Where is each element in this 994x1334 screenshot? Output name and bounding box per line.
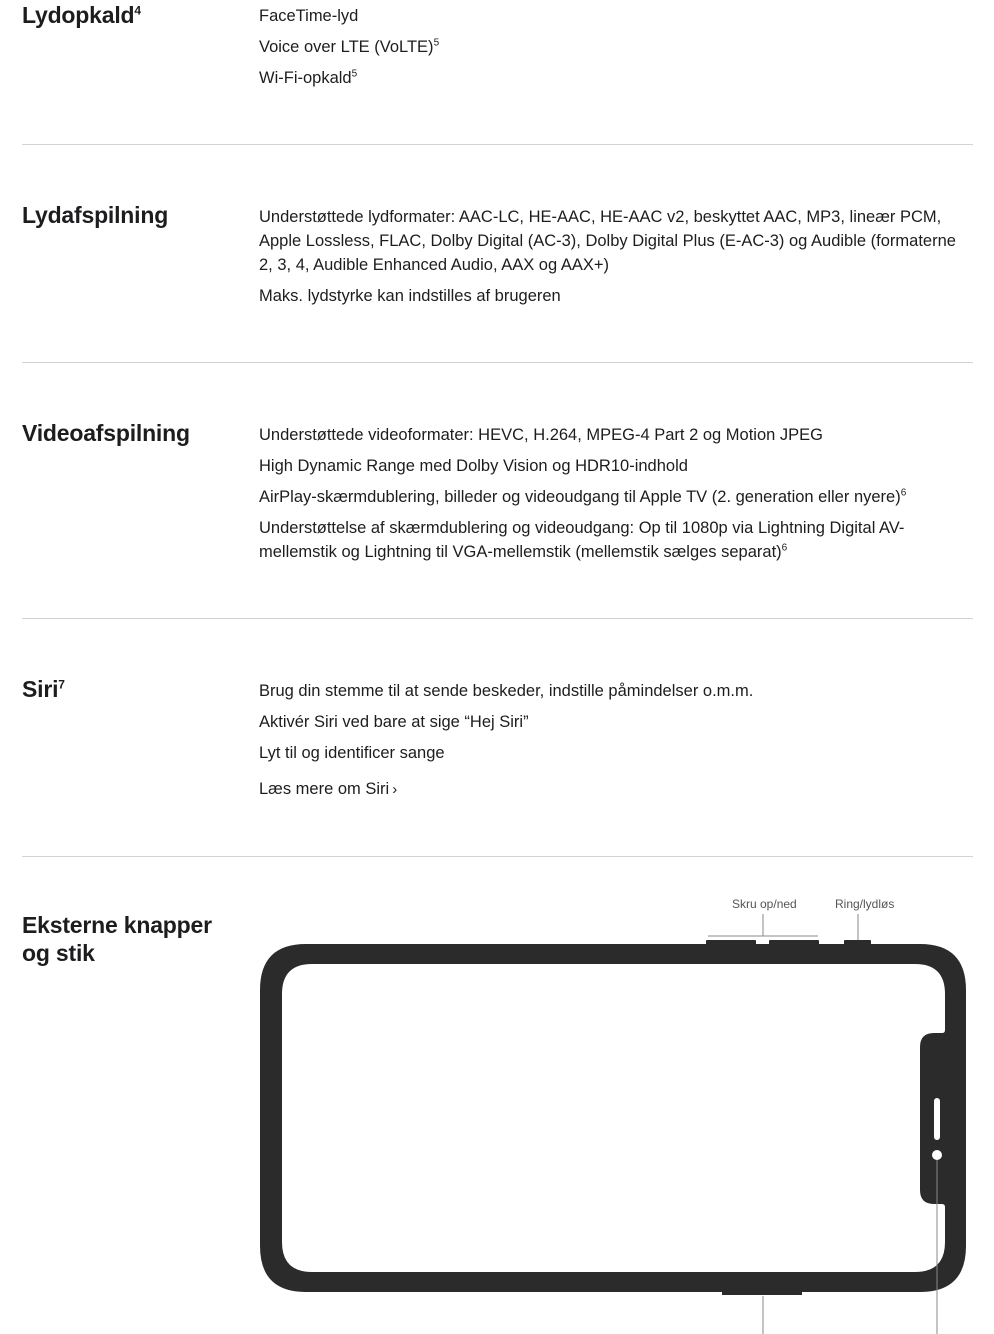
heading-text: Lydopkald: [22, 2, 135, 28]
footnote-marker[interactable]: 7: [58, 677, 65, 692]
item-text: High Dynamic Range med Dolby Vision og HDR10-indhold: [259, 457, 688, 475]
callout-ring-label: Ring/lydløs: [835, 897, 895, 911]
item-text: Wi-Fi-opkald: [259, 69, 352, 87]
heading-text: Siri: [22, 676, 59, 702]
item-text: Understøttede lydformater: AAC-LC, HE-AAC, HE-AAC v2, beskyttet AAC, MP3, lineær PCM, Apple Lossless, FLAC, Dolby Digital (AC-3), Dolby Digital Plus (E-AC-3) og Audible (formaterne 2, 3, 4, Audible Enhanced Audio, AAX og AAX+): [259, 208, 956, 274]
chevron-right-icon: ›: [392, 781, 398, 798]
callout-volume-label: Skru op/ned: [732, 897, 797, 911]
side-indicator-dot: [932, 1150, 942, 1160]
item-text: Brug din stemme til at sende beskeder, indstille påmindelser o.m.m.: [259, 682, 754, 700]
item-text: Maks. lydstyrke kan indstilles af brugeren: [259, 287, 561, 305]
item-text: AirPlay-skærmdublering, billeder og videoudgang til Apple TV (2. generation eller nyere): [259, 488, 901, 506]
item-text: Lyt til og identificer sange: [259, 744, 445, 762]
item-text: Voice over LTE (VoLTE): [259, 38, 434, 56]
item-text: Aktivér Siri ved bare at sige “Hej Siri”: [259, 713, 529, 731]
footnote-marker[interactable]: 6: [900, 487, 907, 499]
item-text: FaceTime-lyd: [259, 7, 359, 25]
side-button: [934, 1098, 940, 1140]
footnote-marker[interactable]: 4: [134, 3, 141, 18]
bottom-port: [722, 1290, 802, 1295]
link-label: Læs mere om Siri: [259, 780, 390, 798]
footnote-marker[interactable]: 6: [781, 542, 788, 554]
heading-text: Eksterne knapper og stik: [22, 912, 212, 966]
item-text: Understøttelse af skærmdublering og videoudgang: Op til 1080p via Lightning Digital AV-mellemstik og Lightning til VGA-mellemstik (mellemstik sælges separat): [259, 519, 905, 561]
item-text: Understøttede videoformater: HEVC, H.264, MPEG-4 Part 2 og Motion JPEG: [259, 426, 823, 444]
footnote-marker[interactable]: 5: [351, 68, 358, 80]
device-body: [260, 944, 966, 1292]
heading-text: Lydafspilning: [22, 202, 169, 228]
footnote-marker[interactable]: 5: [433, 37, 440, 49]
heading-text: Videoafspilning: [22, 420, 190, 446]
